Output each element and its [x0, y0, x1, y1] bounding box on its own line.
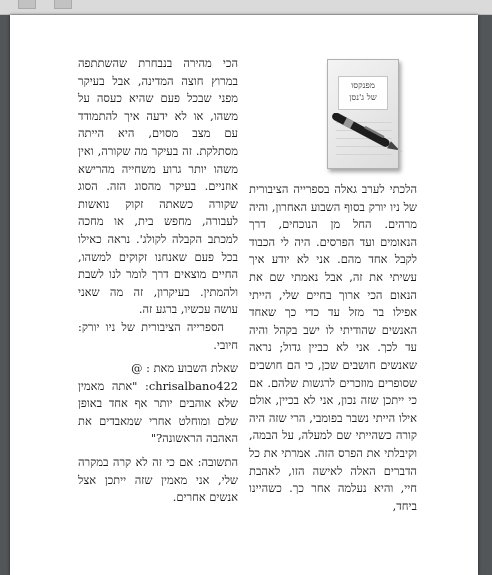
question-body: chrisalbano422: "אתה מאמין שלא אוהבים יותר אף אחד באופן שלם ומוחלט אחרי שמאבדים את האהבה הראשונה?"	[78, 378, 238, 446]
answer-paragraph: התשובה: אם כי זה לא קרה במקרה שלי, אני מאמין שזה ייתכן אצל אנשים אחרים.	[78, 455, 238, 505]
toolbar-button[interactable]	[54, 0, 72, 9]
document-page	[10, 15, 478, 575]
pen-icon	[322, 113, 412, 153]
question-heading: שאלת השבוע מאת : @	[131, 361, 238, 376]
notebook-label	[338, 76, 388, 110]
toolbar-button[interactable]	[18, 0, 36, 9]
left-column-paragraph-2: הספרייה הציבורית של ניו יורק: חיובי.	[78, 319, 238, 352]
notebook-illustration	[324, 55, 402, 173]
notebook-label-line2: של ג'נסן	[349, 93, 377, 103]
notebook-label-line1: מפנקסו	[351, 81, 375, 91]
right-column-paragraph: הלכתי לערב גאלה בספרייה הציבורית של ניו יורק בסוף השבוע האחרון, והיה מרהים. החל מן הנוכחים, דרך הנאומים ועד הפרסים. היה לי הכבוד לקבל אחד מהם. אני לא יודע איך עשיתי את זה, אבל נאמתי שם את הנאום הכי ארוך בחיים שלי, הייתי אפילו בר מזל עד כדי כך שאחד האנשים שהודיתי לו ישב בקהל והיה עד לכך. אני לא כביין גדול; נראה שאנשים חושבים שכן, כי הם חושבים שסופרים מוזכרים לרגשות שלהם. אם כי ייתכן שזה נכון, אני לא בכיין, אולם אילו הייתי נשבר בפומבי, הרי שזה היה קורה כשהייתי שם למעלה, על הבמה, וקיבלתי את הפרס הזה. אמרתי את כל הדברים האלה לאישה הזו, לאהבת חיי, והיא נעלמה אחר כך. כשהיינו ביחד,	[249, 182, 417, 513]
article-column-left	[78, 55, 238, 507]
article-column-right	[249, 181, 417, 515]
left-column-paragraph-1: הכי מהירה בנבחרת שהשתתפה במרוץ חוצה המדינה, אבל בעיקר מפני שבכל פעם שהיא כעסה על משהו, או לא ידעה איך להתמודד עם מצב מסוים, היא הייתה מסתלקת. זה בעיקר מה שקורה, ואין משהו יותר גרוע משחייה מהרישא אוזניים. בעיקר מהסוג הזה. הסוג שקורה כשאתה זקוק נואשות לעבורה, מחפש בית, או מחכה למכתב הקבלה לקולג'. נראה כאילו בכל פעם שאנחנו זקוקים למשהו, החיים מוצאים דרך לומר לנו לשבת ולהמתין. בעיקרון, זה מה שאני עושה עכשיו, ברגע זה.	[78, 56, 238, 317]
viewer-toolbar	[0, 0, 492, 15]
